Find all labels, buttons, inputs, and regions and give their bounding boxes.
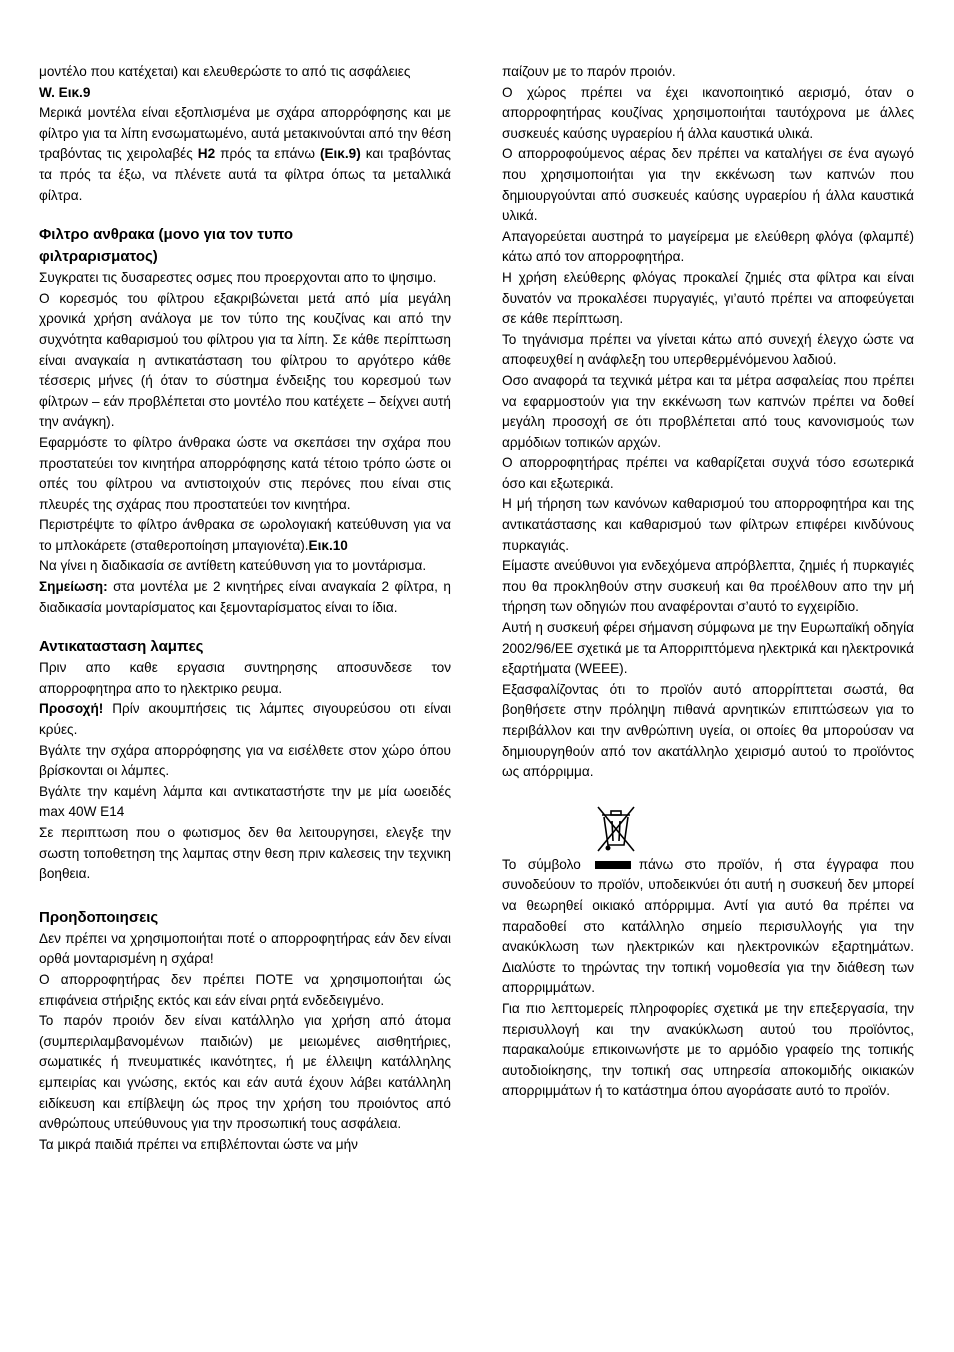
paragraph: Δεν πρέπει να χρησιμοποιήται ποτέ ο απορροφητήρας εάν δεν είναι ορθά μονταρισμένη η σχάρα! <box>39 930 451 967</box>
paragraph: Ο απορροφούμενος αέρας δεν πρέπει να καταλήγει σε ένα αγωγό που χρησιμοποιήται για την εκκένωση των καπνών που δημιουργούνται από συσκευές καύσης υγραερίου ή άλλα καυστικά υλικά. <box>502 146 914 224</box>
section-heading-lamp-replacement: Αντικατασταση λαμπες <box>39 638 204 656</box>
paragraph: Είμαστε ανεύθυνοι για ενδεχόμενα απρόβλεπτα, ζημιές ή πυρκαγιές που θα προκληθούν στην συσκευή και θα προέλθουν απο την μή τήρηση των οδηγιών που αναφέρονται σ’αυτό το εγχειρίδιο. <box>502 558 914 615</box>
paragraph: Ο απορροφητήρας δεν πρέπει ΠΟΤΕ να χρησιμοποιήται ώς επιφάνεια στήριξης εκτός και εάν είναι ρητά ενδεδειγμένο. <box>39 971 451 1008</box>
paragraph: Βγάλτε την σχάρα απορρόφησης για να εισέλθετε στον χώρο όπου βρίσκονται οι λάμπες. <box>39 742 451 779</box>
left-column <box>39 62 451 1155</box>
paragraph: Ο κορεσμός του φίλτρου εξακριβώνεται μετά από μία μεγάλη χρονικά χρήση ανάλογα με τον τύπο της κουζίνας και από την συχνότητα καθαρισμού του φίλτρου για τα λίπη. Σε κάθε περίπτωση είναι αναγκαία η αντικατάσταση του φίλτρου το αργότερο κάθε τέσσερις μήνες (ή όταν το σύστημα ένδειξης του κορεσμού των φίλτρων – εάν προβλέπεται στο μοντέλο που κατέχετε – δείχνει αυτή την ανάγκη). <box>39 290 451 430</box>
right-column <box>502 62 914 1102</box>
paragraph: Εφαρμόστε το φίλτρο άνθρακα ώστε να σκεπάσει την σχάρα που προστατεύει τον κινητήρα απορρόφησης κατά τέτοιο τρόπο ώστε οι οπές του φίλτρου να αντιστοιχούν στις περόνες που είναι στις πλευρές της σχάρας που προστατεύει τον κινητήρα. <box>39 434 451 512</box>
paragraph: Οσο αναφορά τα τεχνικά μέτρα και τα μέτρα ασφαλείας που πρέπει να εφαρμοστούν για την εκκένωση των καπνών πρέπει να δοθεί μεγάλη προσοχή σε ότι προβλέπεται από τους κανονισμούς των αρμόδιων τοπικών αρχών. <box>502 372 914 450</box>
paragraph: Πριν απο καθε εργασια συντηρησης αποσυνδεσε τον απορροφητηρα απο το ηλεκτρικο ρευμα. <box>39 660 451 696</box>
section-heading-warnings: Προηδοποιησεις <box>39 908 159 926</box>
paragraph: Συγκρατει τις δυσαρεστες οσμες που προερχονται απο το ψησιμο. <box>39 270 437 286</box>
crossed-out-wheelie-bin-icon <box>594 803 638 855</box>
paragraph: μοντέλο που κατέχεται) και ελευθερώστε το από τις ασφάλειες W. Εικ.9 <box>39 64 411 100</box>
section-heading-carbon-filter: Φιλτρο ανθρακα (μονο για τον τυπο φιλτραρισματος) <box>39 226 294 266</box>
paragraph: Βγάλτε την καμένη λάμπα και αντικαταστήστε την με μία ωοειδές max 40W E14 <box>39 783 451 820</box>
paragraph: Τα μικρά παιδιά πρέπει να επιβλέπονται ώστε να μήν <box>39 1136 358 1152</box>
paragraph: Να γίνει η διαδικασία σε αντίθετη κατεύθυνση για το μοντάρισμα. <box>39 558 427 574</box>
paragraph: Προσοχή! Πρίν ακουμπήσεις τις λάμπες σιγουρεύσου οτι είναι κρύες. <box>39 701 451 738</box>
figure-reference: W. Εικ.9 <box>39 84 91 100</box>
paragraph: Αυτή η συσκευή φέρει σήμανση σύμφωνα με την Ευρωπαϊκή οδηγία 2002/96/ΕΕ σχετικά με τα Απορριπτόμενα ηλεκτρικά και ηλεκτρονικά εξαρτήματα (WEEE). <box>502 620 914 677</box>
paragraph: Η χρήση ελεύθερης φλόγας προκαλεί ζημιές στα φίλτρα και είναι δυνατόν να προκαλέσει πυργαγιές, γι’αυτό πρέπει να αποφεύγεται σε κάθε περίπτωση. <box>502 269 914 327</box>
paragraph: Απαγορεύεται αυστηρά το μαγείρεμα με ελεύθερη φλόγα (φλαμπέ) κάτω από τον απορροφητήρα. <box>502 228 914 265</box>
paragraph: Εξασφαλίζοντας ότι το προϊόν αυτό απορρίπτεται σωστά, θα βοηθήσετε στην πρόληψη πιθανά αρνητικών επιπτώσεων για το περιβάλλον και την ανθρώπινη υγεία, οι οποίες θα μπορούσαν να δημιουργηθούν από τον ακατάλληλο χειρισμό αυτού το προϊόντος ως απόρριμμα. <box>502 681 914 780</box>
paragraph: παίζουν με το παρόν προιόν. <box>502 64 676 79</box>
paragraph: Περιστρέψτε το φίλτρο άνθρακα σε ωρολογιακή κατεύθυνση για να το μπλοκάρετε (σταθεροποίηση μπαγιονέτα).Εικ.10 <box>39 517 451 553</box>
paragraph: Το σύμβολο πάνω στο προϊόν, ή στα έγγραφα που συνοδεύουν το προϊόν, υποδεικνύει ότι αυτή η συσκευή δεν μπορεί να θεωρηθεί οικιακό απόρριμμα. Αντί για αυτό θα πρέπει να παραδοθεί στο κατάλληλο σημείο περισυλλογής για την ανακύκλωση των ηλεκτρικών και ηλεκτρονικών εξαρτημάτων. Διαλύστε το τηρώντας την τοπική νομοθεσία για την διάθεση των απορριμμάτων. <box>502 856 915 996</box>
paragraph: Μερικά μοντέλα είναι εξοπλισμένα με σχάρα απορρόφησης και με φίλτρο για τα λίπη ενσωματωμένο, αυτά μετακινούνται από την θέση τραβόντας τις χειρολαβές H2 πρός τα επάνω (Εικ.9) και τραβόντας τα πρός τα έξω, να πλένετε αυτά τα φίλτρα όπως τα μεταλλικά φίλτρα. <box>39 105 451 203</box>
paragraph: Η μή τήρηση των κανόνων καθαρισμού του απορροφητήρα και της αντικατάστασης και καθαρισμού των φίλτρων επιφέρει κινδύνους πυρκαγιάς. <box>502 496 914 553</box>
paragraph: Για πιο λεπτομερείς πληροφορίες σχετικά με την επεξεργασία, την περισυλλογή και την ανακύκλωση αυτού του προϊόντος, παρακαλούμε επικοινωνήστε με το αρμόδιο γραφείο της τοπικής αυτοδιοίκησης, την τοπική σας υπηρεσία αποκομιδής οικιακών απορριμμάτων ή το κατάστημα όπου αγοράσατε αυτό το προϊόν. <box>502 1000 914 1099</box>
paragraph: Σημείωση: στα μοντέλα με 2 κινητήρες είναι αναγκαία 2 φίλτρα, η διαδικασία μονταρίσματος και ξεμονταρίσματος είναι το ίδια. <box>39 579 451 615</box>
paragraph: Ο χώρος πρέπει να έχει ικανοποιητικό αερισμό, όταν ο απορροφητήρας κουζίνας χρησιμοποιήται ταυτόχρονα με άλλες συσκευές καύσης υγραερίου ή άλλα καυστικά υλικά. <box>502 84 914 141</box>
paragraph: Σε περιπτωση που ο φωτισμος δεν θα λειτουργησει, ελεγξε την σωστη τοποθετηση της λαμπας στην θεση πριν καλεσεις την τεχνικη βοηθεια. <box>39 825 451 882</box>
paragraph: Το τηγάνισμα πρέπει να γίνεται κάτω από συνεχή έλεγχο ώστε να αποφευχθεί η ανάφλεξη του υπερθερμένόμενου λαδιού. <box>502 331 914 368</box>
paragraph: Ο απορροφητήρας πρέπει να καθαρίζεται συχνά τόσο εσωτερικά όσο και εξωτερικά. <box>502 455 914 491</box>
paragraph: Το παρόν προιόν δεν είναι κατάλληλο για χρήση από άτομα (συμπεριλαμβανομένων παιδιών) με μειωμένες αισθητήριες, σωματικές ή πνευματικές ικανότητες, ή με έλλειψη κατάλληλης εμπειρίας και γνώσης, εκτός και εάν αυτά έχουν λάβει κατάλληλη ειδίκευση και επίβλεψη ώς προς την χρήση του προιόντος από ανθρώπους υπεύθυνους για την προσωπική τους ασφάλεια. <box>39 1013 451 1132</box>
weee-bar-symbol <box>595 861 631 869</box>
